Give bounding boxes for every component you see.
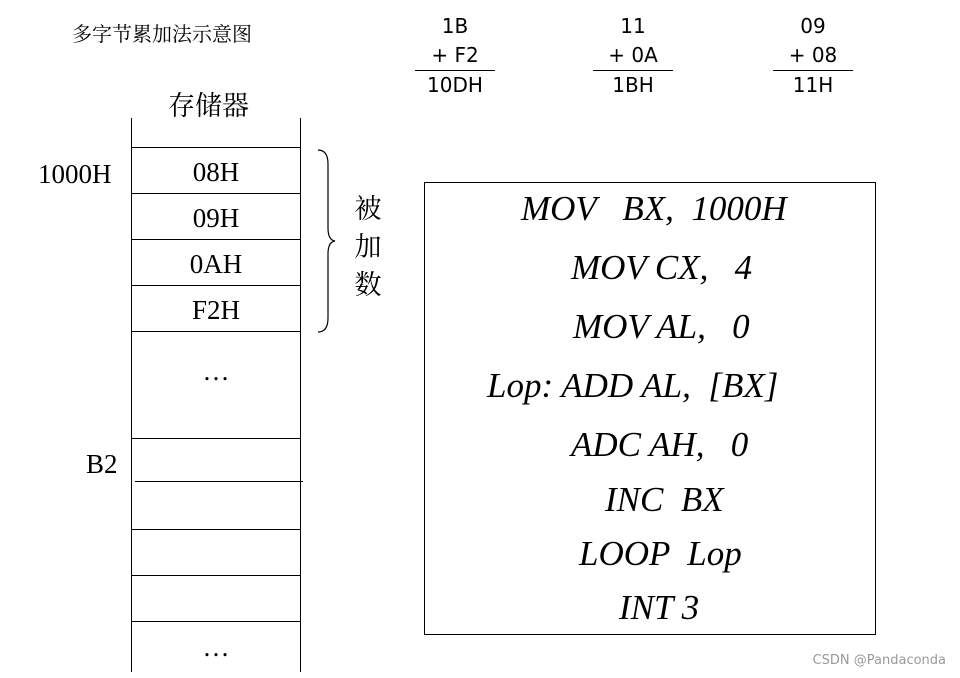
sum-operand-a: 09	[800, 14, 826, 38]
memory-divider	[131, 331, 301, 332]
assembly-code-box	[424, 182, 876, 635]
sum-example-2	[593, 12, 673, 100]
code-line: INT 3	[619, 588, 700, 627]
sum-operand-b: + 08	[773, 41, 853, 71]
memory-cell: F2H	[191, 295, 240, 325]
memory-divider	[131, 239, 301, 240]
memory-title: 存储器	[168, 91, 249, 122]
memory-cell: 08H	[192, 157, 240, 187]
code-line: MOV BX, 1000H	[521, 189, 787, 228]
sum-result: 1BH	[612, 73, 654, 97]
code-line: Lop: ADD AL, [BX]	[487, 366, 779, 405]
brace-label-char: 加	[354, 232, 382, 263]
sum-operand-b: + F2	[415, 41, 495, 71]
brace-label-char: 被	[354, 194, 382, 225]
sum-example-3	[773, 12, 853, 100]
memory-divider	[131, 529, 301, 530]
memory-divider	[131, 438, 301, 439]
memory-left-border	[131, 118, 132, 672]
memory-cell: 09H	[192, 203, 240, 233]
memory-ellipsis: …	[202, 632, 230, 662]
sum-result: 11H	[792, 73, 834, 97]
memory-cell: 0AH	[189, 249, 243, 279]
code-line: MOV CX, 4	[571, 248, 753, 287]
code-line: INC BX	[605, 480, 724, 519]
sum-operand-a: 1B	[441, 14, 469, 38]
code-line: MOV AL, 0	[573, 307, 750, 346]
memory-divider	[131, 575, 301, 576]
start-address-label: 1000H	[38, 159, 112, 189]
memory-divider	[131, 285, 301, 286]
memory-divider	[135, 481, 303, 482]
code-line: LOOP Lop	[579, 534, 742, 573]
memory-right-border	[300, 118, 301, 672]
sum-example-1	[415, 12, 495, 100]
brace-label-char: 数	[354, 270, 382, 301]
memory-divider	[131, 193, 301, 194]
memory-ellipsis: …	[202, 356, 230, 386]
b2-address-label: B2	[86, 449, 118, 479]
code-line: ADC AH, 0	[571, 425, 749, 464]
memory-divider	[131, 147, 301, 148]
diagram-title: 多字节累加法示意图	[72, 22, 252, 46]
watermark: CSDN @Pandaconda	[812, 653, 946, 668]
sum-operand-a: 11	[620, 14, 646, 38]
curly-brace-icon	[316, 148, 336, 334]
sum-result: 10DH	[427, 73, 483, 97]
memory-divider	[131, 621, 301, 622]
sum-operand-b: + 0A	[593, 41, 673, 71]
